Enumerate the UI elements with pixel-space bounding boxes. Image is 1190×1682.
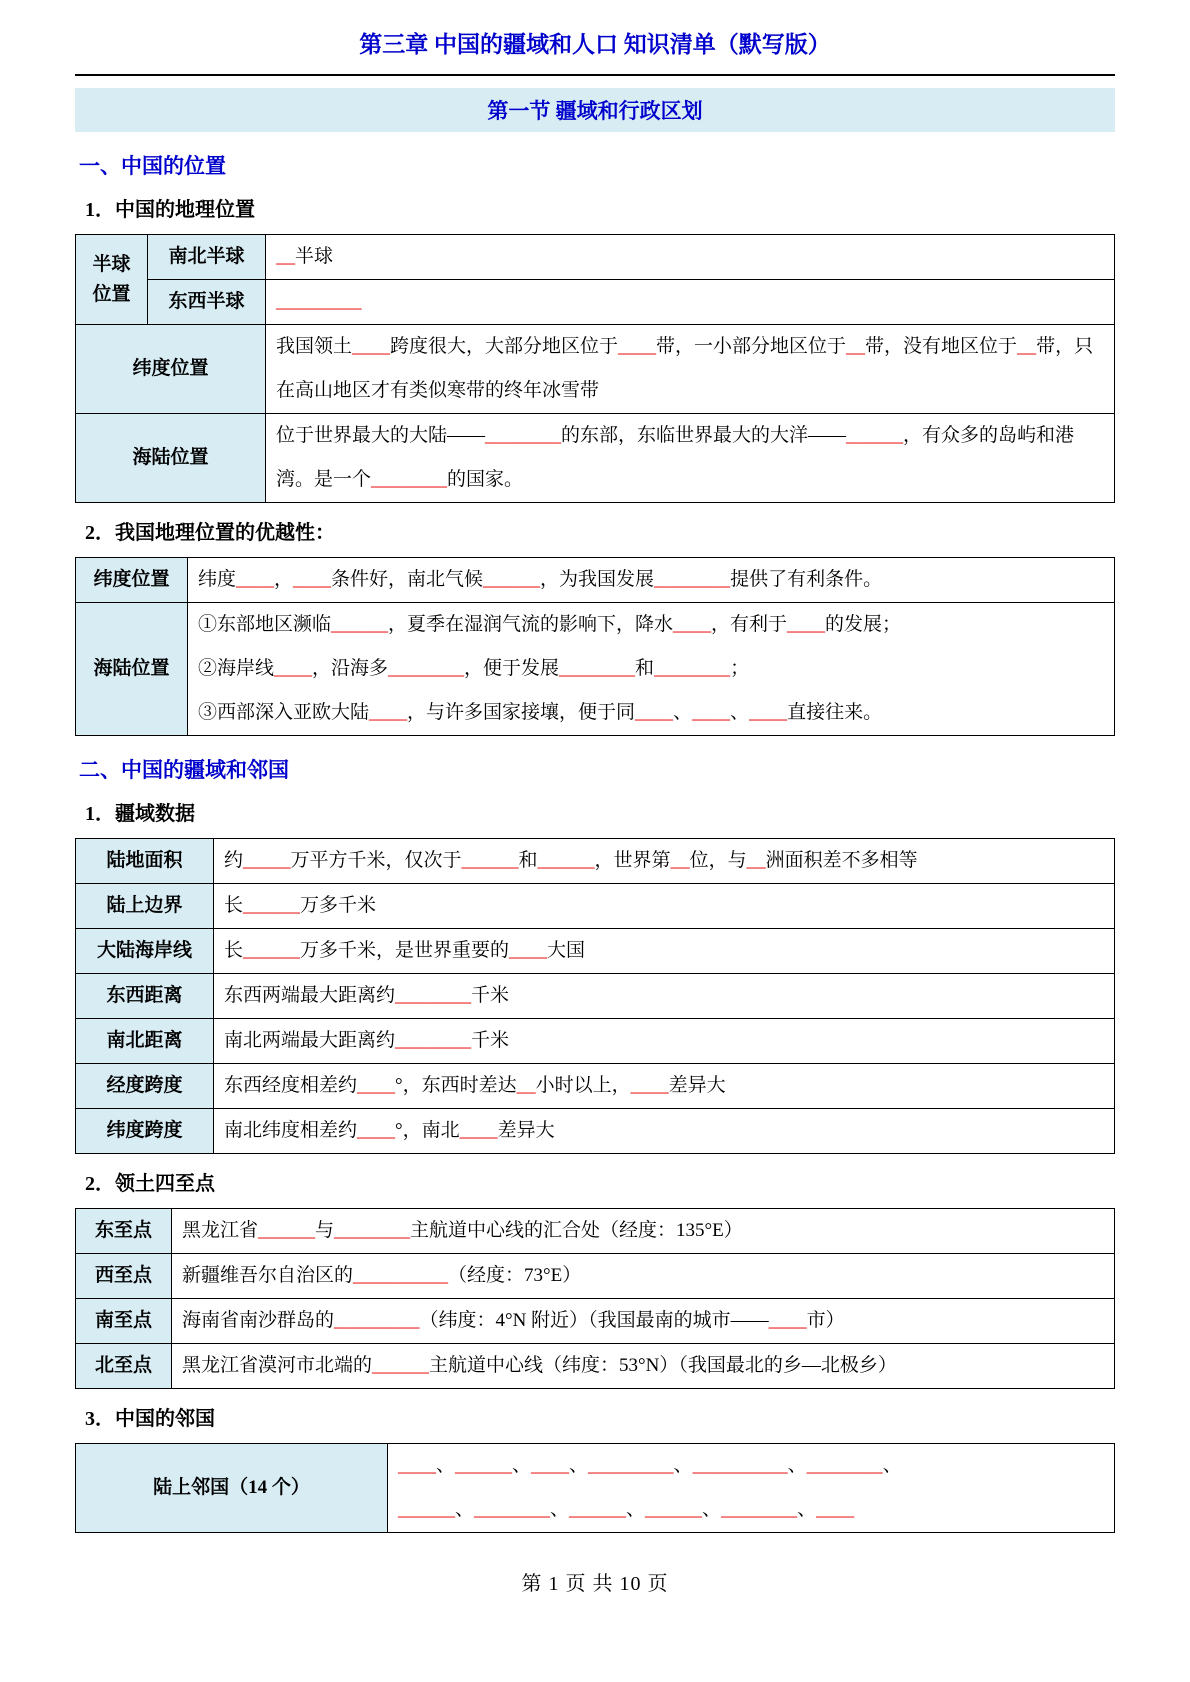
fill-in-blank: ______ xyxy=(537,850,595,871)
text-segment: 带，只在高山地区才有类似寒带的终年冰雪带 xyxy=(276,336,1094,401)
row-label: 纬度跨度 xyxy=(76,1109,214,1154)
table-row xyxy=(76,1209,1115,1254)
fill-in-blank: ____ xyxy=(274,658,313,679)
text-segment: ，有利于 xyxy=(711,614,788,635)
row-label: 南北半球 xyxy=(148,235,266,280)
text-segment: 我国领土 xyxy=(276,336,353,357)
section-banner: 第一节 疆域和行政区划 xyxy=(75,88,1115,132)
heading-territory-data: 1．疆域数据 xyxy=(85,803,195,825)
text-segment: 带，没有地区位于 xyxy=(865,336,1018,357)
table-row xyxy=(76,414,1115,503)
text-segment: 主航道中心线（纬度：53°N）（我国最北的乡—北极乡） xyxy=(429,1355,897,1376)
text-segment: 黑龙江省 xyxy=(182,1220,259,1241)
text-segment: 、 xyxy=(455,1499,475,1520)
text-segment: 、 xyxy=(512,1455,532,1476)
row-content xyxy=(214,1019,1115,1064)
geo-position-table xyxy=(75,234,1115,503)
text-segment: 东西两端最大距离约 xyxy=(224,985,396,1006)
text-segment: 和 xyxy=(635,658,655,679)
row-content xyxy=(214,1109,1115,1154)
row-content xyxy=(172,1254,1115,1299)
row-label: 海陆位置 xyxy=(76,603,188,736)
text-segment: 、 xyxy=(550,1499,570,1520)
fill-in-blank: ____ xyxy=(787,614,826,635)
fill-in-blank: ________ xyxy=(559,658,636,679)
page-footer: 第 1 页 共 10 页 xyxy=(521,1573,669,1595)
row-content xyxy=(214,884,1115,929)
text-segment: ，便于发展 xyxy=(464,658,560,679)
text-segment: 、 xyxy=(673,702,693,723)
fill-in-blank: ______ xyxy=(455,1455,513,1476)
text-segment: 、 xyxy=(569,1455,589,1476)
text-segment: ，为我国发展 xyxy=(540,569,655,590)
text-segment: 、 xyxy=(436,1455,456,1476)
text-segment: ②海岸线 xyxy=(198,658,275,679)
fill-in-blank: __ xyxy=(846,336,866,357)
text-segment: 海南省南沙群岛的 xyxy=(182,1310,335,1331)
fill-in-blank: ________ xyxy=(474,1499,551,1520)
text-segment: （经度：73°E） xyxy=(448,1265,582,1286)
text-segment: 和 xyxy=(518,850,538,871)
text-segment: 万平方千米，仅次于 xyxy=(290,850,462,871)
text-segment: 差异大 xyxy=(497,1120,555,1141)
text-segment: 的发展； xyxy=(825,614,902,635)
text-segment: 、 xyxy=(787,1455,807,1476)
table-row xyxy=(76,1299,1115,1344)
fill-in-blank: __ xyxy=(276,246,295,267)
text-segment: 、 xyxy=(702,1499,722,1520)
row-label: 东西距离 xyxy=(76,974,214,1019)
fill-in-blank: ____ xyxy=(293,569,332,590)
fill-in-blank: ______ xyxy=(569,1499,627,1520)
fill-in-blank: __ xyxy=(1017,336,1037,357)
text-segment: 主航道中心线的汇合处（经度：135°E） xyxy=(410,1220,743,1241)
row-label: 纬度位置 xyxy=(76,558,188,603)
fill-in-blank: ____ xyxy=(509,940,548,961)
text-segment: 万多千米，是世界重要的 xyxy=(300,940,510,961)
text-segment: 直接往来。 xyxy=(787,702,883,723)
table-row xyxy=(76,1444,1115,1533)
text-segment: 洲面积差不多相等 xyxy=(765,850,918,871)
fill-in-blank: __ xyxy=(670,850,690,871)
text-segment: 万多千米 xyxy=(300,895,377,916)
fill-in-blank: ______ xyxy=(461,850,519,871)
row-content xyxy=(214,839,1115,884)
text-segment: 的国家。 xyxy=(447,469,524,490)
table-row xyxy=(76,929,1115,974)
fill-in-blank: ________ xyxy=(654,569,731,590)
title-divider xyxy=(75,74,1115,76)
fill-in-blank: ____ xyxy=(369,702,408,723)
text-segment: 约 xyxy=(224,850,244,871)
fill-in-blank: ____ xyxy=(673,614,712,635)
text-segment: ； xyxy=(730,658,750,679)
neighbors-table xyxy=(75,1443,1115,1533)
text-segment: 市） xyxy=(806,1310,845,1331)
text-segment: 、 xyxy=(673,1455,693,1476)
text-segment: 千米 xyxy=(471,1030,510,1051)
hemisphere-corner-label: 半球位置 xyxy=(76,235,148,325)
fill-in-blank: ______ xyxy=(398,1499,455,1520)
fill-in-blank: ________ xyxy=(395,1030,472,1051)
text-segment: 大国 xyxy=(547,940,586,961)
text-segment: 南北两端最大距离约 xyxy=(224,1030,396,1051)
fill-in-blank: ____ xyxy=(749,702,788,723)
fill-in-blank: ____ xyxy=(630,1075,669,1096)
text-segment: 东西经度相差约 xyxy=(224,1075,358,1096)
fill-in-blank: ____ xyxy=(618,336,657,357)
fill-in-blank: ____ xyxy=(357,1120,396,1141)
heading-china-position: 一、中国的位置 xyxy=(79,154,226,178)
row-content xyxy=(266,235,1115,280)
text-segment: 提供了有利条件。 xyxy=(730,569,883,590)
text-segment: 位，与 xyxy=(689,850,747,871)
fill-in-blank: __________ xyxy=(692,1455,788,1476)
text-segment: 位于世界最大的大陆—— xyxy=(276,425,486,446)
row-content xyxy=(266,280,1115,325)
fill-in-blank: ______ xyxy=(483,569,541,590)
table-row xyxy=(76,280,1115,325)
fill-in-blank: ______ xyxy=(331,614,389,635)
table-row xyxy=(76,325,1115,414)
table-row xyxy=(76,974,1115,1019)
fill-in-blank: ______ xyxy=(258,1220,316,1241)
row-label: 大陆海岸线 xyxy=(76,929,214,974)
fill-in-blank: ____ xyxy=(768,1310,807,1331)
fill-in-blank: __ xyxy=(746,850,766,871)
table-row xyxy=(76,558,1115,603)
text-segment: 纬度 xyxy=(198,569,237,590)
row-content xyxy=(188,558,1115,603)
table-row xyxy=(76,1064,1115,1109)
text-segment: 新疆维吾尔自治区的 xyxy=(182,1265,354,1286)
row-label: 陆上边界 xyxy=(76,884,214,929)
row-label: 纬度位置 xyxy=(76,325,266,414)
text-segment: ，有众多的岛屿和港湾。是一个 xyxy=(276,425,1075,490)
row-content xyxy=(266,325,1115,414)
row-label: 经度跨度 xyxy=(76,1064,214,1109)
row-content xyxy=(266,414,1115,503)
fill-in-blank: ________ xyxy=(806,1455,883,1476)
fill-in-blank: ____ xyxy=(352,336,391,357)
text-segment: ，夏季在湿润气流的影响下，降水 xyxy=(388,614,674,635)
fill-in-blank: ______ xyxy=(645,1499,703,1520)
fill-in-blank: ________ xyxy=(371,469,448,490)
text-segment: °，南北 xyxy=(395,1120,460,1141)
text-segment: 条件好，南北气候 xyxy=(331,569,484,590)
row-content xyxy=(214,1064,1115,1109)
row-content xyxy=(172,1299,1115,1344)
fill-in-blank: _________ xyxy=(588,1455,674,1476)
row-label: 西至点 xyxy=(76,1254,172,1299)
fill-in-blank: __________ xyxy=(353,1265,449,1286)
text-segment: 与 xyxy=(315,1220,335,1241)
fill-in-blank: ______ xyxy=(243,895,301,916)
heading-china-neighbors: 3．中国的邻国 xyxy=(85,1408,215,1430)
row-content xyxy=(172,1344,1115,1389)
four-points-table xyxy=(75,1208,1115,1389)
fill-in-blank: ________ xyxy=(721,1499,798,1520)
text-segment: °，东西时差达 xyxy=(395,1075,517,1096)
text-segment: 半球 xyxy=(295,246,334,267)
table-row xyxy=(76,603,1115,736)
row-content xyxy=(214,974,1115,1019)
row-content xyxy=(188,603,1115,736)
text-segment: 长 xyxy=(224,940,244,961)
heading-four-extreme-points: 2．领土四至点 xyxy=(85,1173,215,1195)
fill-in-blank: ______ xyxy=(846,425,904,446)
text-segment: 差异大 xyxy=(668,1075,726,1096)
fill-in-blank: ____ xyxy=(692,702,731,723)
text-segment: ③西部深入亚欧大陆 xyxy=(198,702,370,723)
fill-in-blank: ____ xyxy=(635,702,674,723)
text-segment: 小时以上， xyxy=(535,1075,631,1096)
table-row xyxy=(76,884,1115,929)
text-segment: ①东部地区濒临 xyxy=(198,614,332,635)
text-segment: 带，一小部分地区位于 xyxy=(656,336,847,357)
row-label: 陆上邻国（14 个） xyxy=(76,1444,388,1533)
fill-in-blank: ____ xyxy=(236,569,275,590)
fill-in-blank: ____ xyxy=(531,1455,570,1476)
advantage-table xyxy=(75,557,1115,736)
text-segment: 千米 xyxy=(471,985,510,1006)
row-content xyxy=(214,929,1115,974)
fill-in-blank: ________ xyxy=(395,985,472,1006)
fill-in-blank: ________ xyxy=(485,425,562,446)
table-row xyxy=(76,1109,1115,1154)
fill-in-blank: __ xyxy=(516,1075,536,1096)
table-row xyxy=(76,1254,1115,1299)
row-label: 海陆位置 xyxy=(76,414,266,503)
fill-in-blank: ________ xyxy=(334,1220,411,1241)
fill-in-blank: ____ xyxy=(459,1120,498,1141)
text-segment: 、 xyxy=(797,1499,817,1520)
table-row xyxy=(76,1344,1115,1389)
text-segment: 跨度很大，大部分地区位于 xyxy=(390,336,619,357)
heading-geographic-position: 1．中国的地理位置 xyxy=(85,199,255,221)
text-segment: 的东部，东临世界最大的大洋—— xyxy=(561,425,847,446)
text-segment: （纬度：4°N 附近）（我国最南的城市—— xyxy=(419,1310,769,1331)
row-label: 北至点 xyxy=(76,1344,172,1389)
fill-in-blank: ____ xyxy=(816,1499,855,1520)
fill-in-blank: ______ xyxy=(372,1355,430,1376)
heading-position-advantage: 2．我国地理位置的优越性： xyxy=(85,522,335,544)
table-row xyxy=(76,235,1115,280)
text-segment: 长 xyxy=(224,895,244,916)
table-row xyxy=(76,1019,1115,1064)
text-segment: 、 xyxy=(730,702,750,723)
text-segment: 、 xyxy=(626,1499,646,1520)
row-label: 南至点 xyxy=(76,1299,172,1344)
fill-in-blank: _________ xyxy=(276,291,362,312)
fill-in-blank: ____ xyxy=(398,1455,436,1476)
heading-territory-neighbors: 二、中国的疆域和邻国 xyxy=(79,758,289,782)
row-label: 东至点 xyxy=(76,1209,172,1254)
territory-data-table xyxy=(75,838,1115,1154)
row-label: 东西半球 xyxy=(148,280,266,325)
fill-in-blank: _________ xyxy=(334,1310,420,1331)
page-title: 第三章 中国的疆域和人口 知识清单（默写版） xyxy=(359,32,831,57)
table-row xyxy=(76,839,1115,884)
text-segment: 南北纬度相差约 xyxy=(224,1120,358,1141)
text-segment: ， xyxy=(274,569,294,590)
text-segment: ，与许多国家接壤，便于同 xyxy=(407,702,636,723)
row-label: 南北距离 xyxy=(76,1019,214,1064)
fill-in-blank: ______ xyxy=(243,940,301,961)
text-segment: ，世界第 xyxy=(594,850,671,871)
text-segment: 、 xyxy=(882,1455,902,1476)
text-segment: 黑龙江省漠河市北端的 xyxy=(182,1355,373,1376)
fill-in-blank: ________ xyxy=(388,658,465,679)
fill-in-blank: ____ xyxy=(357,1075,396,1096)
row-content xyxy=(388,1444,1115,1533)
row-content xyxy=(172,1209,1115,1254)
fill-in-blank: _____ xyxy=(243,850,291,871)
row-label: 陆地面积 xyxy=(76,839,214,884)
fill-in-blank: ________ xyxy=(654,658,731,679)
text-segment: ，沿海多 xyxy=(312,658,389,679)
